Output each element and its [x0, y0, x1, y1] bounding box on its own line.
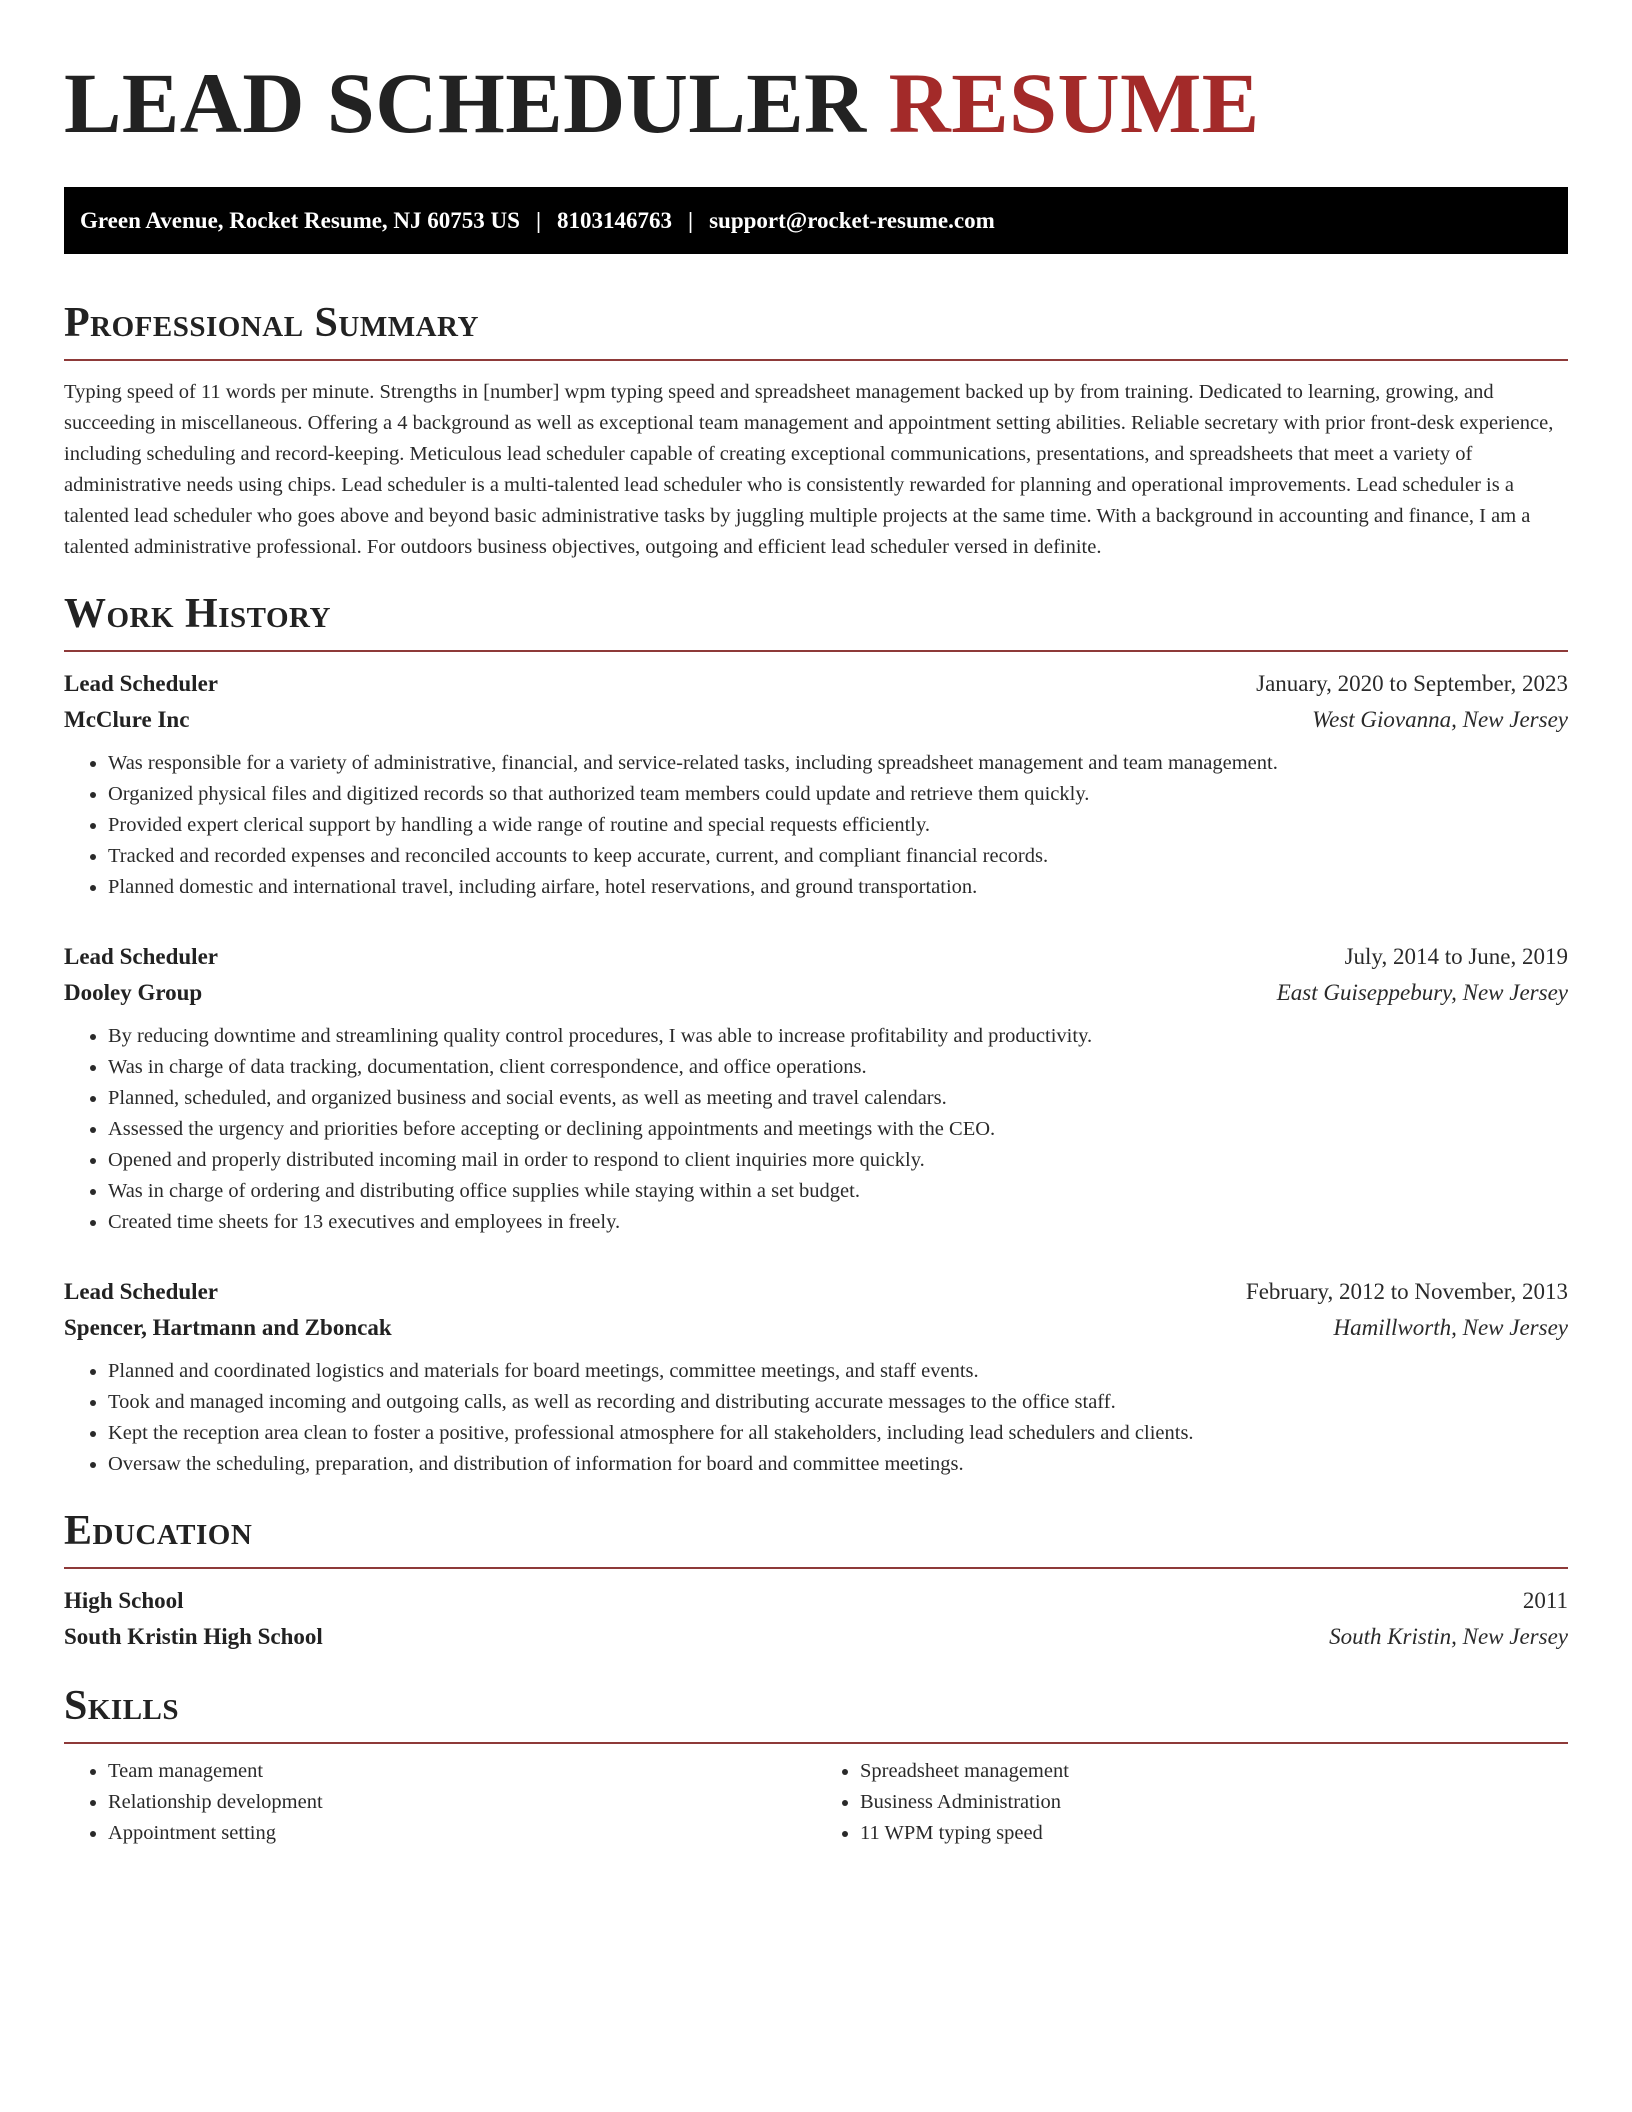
work-history-heading: Work History	[64, 591, 331, 637]
education-year: 2011	[1522, 1588, 1568, 1613]
contact-email[interactable]: support@rocket-resume.com	[709, 207, 995, 233]
education-school: South Kristin High School	[64, 1624, 323, 1649]
skills-list-right	[816, 1756, 1568, 1849]
skill-item: • Relationship development	[108, 1787, 816, 1818]
contact-separator: |	[535, 207, 542, 233]
section-divider	[64, 650, 1568, 652]
job-bullet: • Organized physical files and digitized records so that authorized team members could update and retrieve them quickly.	[108, 779, 1568, 810]
job-bullet: • Took and managed incoming and outgoing calls, as well as recording and distributing accurate messages to the office staff.	[108, 1387, 1568, 1418]
section-divider	[64, 1742, 1568, 1744]
summary-section	[64, 298, 1568, 563]
job-company: Spencer, Hartmann and Zboncak	[64, 1315, 392, 1340]
job-company-row	[64, 1310, 1568, 1346]
title-accent: RESUME	[888, 55, 1260, 151]
section-divider	[64, 1567, 1568, 1569]
job-bullet: • Kept the reception area clean to foster a positive, professional atmosphere for all stakeholders, including lead schedulers and clients.	[108, 1418, 1568, 1449]
job-location: East Guiseppebury, New Jersey	[1276, 980, 1568, 1005]
job-entry	[64, 939, 1568, 1238]
skills-list-left	[64, 1756, 816, 1849]
job-title: Lead Scheduler	[64, 671, 218, 696]
job-header-row	[64, 666, 1568, 702]
skills-grid	[64, 1756, 1568, 1849]
job-bullet: • Planned domestic and international travel, including airfare, hotel reservations, and ground transportation.	[108, 872, 1568, 903]
skills-heading: Skills	[64, 1683, 180, 1729]
job-dates: January, 2020 to September, 2023	[1256, 671, 1568, 696]
education-entry	[64, 1583, 1568, 1655]
job-company: Dooley Group	[64, 980, 203, 1005]
job-company-row	[64, 702, 1568, 738]
job-bullet: • By reducing downtime and streamlining quality control procedures, I was able to increase profitability and productivity.	[108, 1021, 1568, 1052]
work-history-section	[64, 589, 1568, 1480]
skill-item: • 11 WPM typing speed	[860, 1818, 1568, 1849]
job-header-row	[64, 1274, 1568, 1310]
education-header-row	[64, 1583, 1568, 1619]
job-bullet: • Opened and properly distributed incoming mail in order to respond to client inquiries more quickly.	[108, 1145, 1568, 1176]
resume-title	[64, 55, 1568, 151]
job-bullet: • Was in charge of ordering and distributing office supplies while staying within a set budget.	[108, 1176, 1568, 1207]
job-company-row	[64, 975, 1568, 1011]
job-entry	[64, 666, 1568, 903]
skill-item: • Spreadsheet management	[860, 1756, 1568, 1787]
contact-address: Green Avenue, Rocket Resume, NJ 60753 US	[80, 207, 520, 233]
job-bullet: • Tracked and recorded expenses and reconciled accounts to keep accurate, current, and compliant financial records.	[108, 841, 1568, 872]
education-section	[64, 1506, 1568, 1655]
skill-item: • Appointment setting	[108, 1818, 816, 1849]
job-bullet: • Created time sheets for 13 executives and employees in freely.	[108, 1207, 1568, 1238]
education-degree: High School	[64, 1588, 184, 1613]
skill-item: • Business Administration	[860, 1787, 1568, 1818]
section-divider	[64, 359, 1568, 361]
contact-bar	[64, 187, 1568, 254]
summary-heading: Professional Summary	[64, 300, 479, 346]
job-bullet: • Oversaw the scheduling, preparation, and distribution of information for board and committee meetings.	[108, 1449, 1568, 1480]
skill-item: • Team management	[108, 1756, 816, 1787]
job-bullet: • Assessed the urgency and priorities before accepting or declining appointments and meetings with the CEO.	[108, 1114, 1568, 1145]
job-dates: July, 2014 to June, 2019	[1344, 944, 1568, 969]
summary-text: Typing speed of 11 words per minute. Strengths in [number] wpm typing speed and spreadsheet management backed up by from training. Dedicated to learning, growing, and succeeding in miscellaneous. Offering a 4 background as well as exceptional team management and appointment setting abilities. Reliable secretary with prior front-desk experience, including scheduling and record-keeping. Meticulous lead scheduler capable of creating exceptional communications, presentations, and spreadsheets that meet a variety of administrative needs using chips. Lead scheduler is a multi-talented lead scheduler who is consistently rewarded for planning and operational improvements. Lead scheduler is a talented lead scheduler who goes above and beyond basic administrative tasks by juggling multiple projects at the same time. With a background in accounting and finance, I am a talented administrative professional. For outdoors business objectives, outgoing and efficient lead scheduler versed in definite.	[64, 381, 1554, 558]
job-company: McClure Inc	[64, 707, 190, 732]
title-main: LEAD SCHEDULER	[64, 55, 867, 151]
education-school-row	[64, 1619, 1568, 1655]
job-bullets	[64, 748, 1568, 903]
job-location: Hamillworth, New Jersey	[1333, 1315, 1568, 1340]
job-bullet: • Planned, scheduled, and organized business and social events, as well as meeting and travel calendars.	[108, 1083, 1568, 1114]
job-dates: February, 2012 to November, 2013	[1245, 1279, 1568, 1304]
skills-section	[64, 1681, 1568, 1849]
job-title: Lead Scheduler	[64, 944, 218, 969]
job-bullet: • Was responsible for a variety of administrative, financial, and service-related tasks, including spreadsheet management and team management.	[108, 748, 1568, 779]
job-title: Lead Scheduler	[64, 1279, 218, 1304]
job-location: West Giovanna, New Jersey	[1312, 707, 1568, 732]
education-heading: Education	[64, 1508, 253, 1554]
job-bullet: • Planned and coordinated logistics and materials for board meetings, committee meetings, and staff events.	[108, 1356, 1568, 1387]
job-bullet: • Was in charge of data tracking, documentation, client correspondence, and office operations.	[108, 1052, 1568, 1083]
contact-phone[interactable]: 8103146763	[557, 207, 673, 233]
job-bullets	[64, 1356, 1568, 1480]
contact-separator: |	[688, 207, 694, 233]
job-entry	[64, 1274, 1568, 1480]
education-location: South Kristin, New Jersey	[1329, 1624, 1568, 1649]
job-bullet: • Provided expert clerical support by handling a wide range of routine and special requests efficiently.	[108, 810, 1568, 841]
job-header-row	[64, 939, 1568, 975]
job-bullets	[64, 1021, 1568, 1238]
